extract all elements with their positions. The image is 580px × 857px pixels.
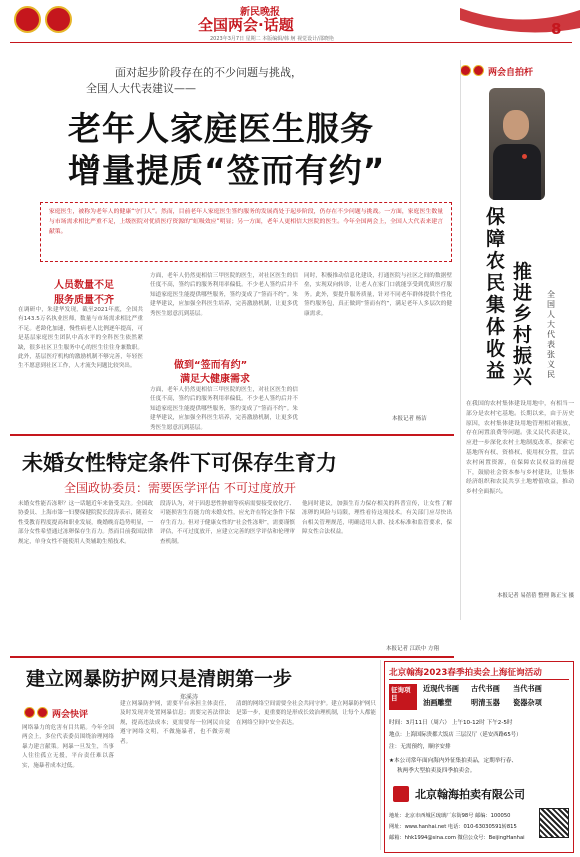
lead-body-col2: 方面，老年人仍然更相信三甲医院的医生，对社区医生的信任度不高，签约后的服务利用率偏低。不少老人签约后并不知道家庭医生能提供哪些服务，签约变成了“签而不约”。朱建华建议，应加强全科医生培养，完善激励机制，让更多优秀医生愿意沉到基层。 (150, 273, 298, 317)
ad-item-5: 明清玉器 (471, 698, 500, 707)
header-rule (10, 42, 572, 43)
masthead (0, 0, 580, 40)
ad-title: 北京翰海2023春季拍卖会上海征询活动 (389, 668, 542, 678)
photo-badge (522, 154, 527, 159)
ad-address: 地址：北京市西城区琉璃厂东街98号 邮编：100050 (389, 813, 511, 819)
header-ribbon (460, 0, 580, 40)
ad-item-1: 近现代书画 (423, 684, 459, 693)
side-label-text: 两会自拍杆 (488, 68, 534, 78)
third-emblem-icon-2 (37, 707, 48, 718)
third-right-divider (380, 660, 381, 850)
side-byline: 本报记者 易蓓蓓 整理 陈正宝 摄 (497, 593, 574, 599)
ad-place: 地点：上海国际贵都大饭店 三层汉厅（延安西路65号） (389, 732, 522, 738)
second-body-col1: 未婚女性能否冻卵？这一话题近年来备受关注。全国政协委员、上海市第一妇婴保健院院长段涛表示，随着女性受教育程度提高和职业发展，晚婚晚育趋势明显，一部分女性希望通过冻卵保存生育力。然而目前我国法律规定，单身女性不能使用人类辅助生殖技术。 (18, 501, 153, 545)
third-body-col1: 网络暴力的危害有目共睹。今年全国两会上，多位代表委员围绕治理网络暴力建言献策。网暴一旦发生，当事人往往孤立无援，平台责任难以落实，施暴者成本过低。 (22, 725, 114, 769)
newspaper-name: 新民晚报 (240, 7, 280, 18)
second-bottom-rule (10, 656, 454, 658)
third-headline: 建立网暴防护网只是清朗第一步 (26, 668, 293, 690)
ad-qr-icon (539, 808, 569, 838)
side-headline-2: 保障农民集体收益 (486, 206, 506, 382)
subhead-2b: 满足大健康需求 (180, 374, 250, 385)
third-emblem-icon (24, 707, 35, 718)
ad-title-rule (389, 679, 569, 680)
lead-summary: 家庭医生，被称为老年人的健康“守门人”。然而，目前老年人家庭医生签约服务的发展尚处于起步阶段，仍存在不少问题与挑战。一方面，家庭医生数量与市场需求相比严重不足，上级医院对优质医疗资源的“虹吸效应”明显；另一方面，老年人更相信大医院的医生。今年全国两会上，全国人大代表来建言献策。 (49, 209, 443, 235)
ad-label-text: 征询项目 (391, 686, 411, 702)
lead-headline-1: 老年人家庭医生服务 (68, 109, 374, 148)
subhead-1b: 服务质量不齐 (54, 295, 114, 306)
page-number: 8 (551, 20, 562, 38)
cppcc-emblem-icon (45, 6, 72, 33)
section-title: 全国两会·话题 (198, 16, 294, 34)
third-label (22, 706, 112, 720)
ad-note: 注：无需预约，顺序安排 (389, 744, 451, 750)
lead-summary-box (40, 202, 452, 262)
side-emblem-icon-2 (473, 65, 484, 76)
lead-pre-headline-2: 全国人大代表建议—— (86, 82, 196, 95)
ad-website: 网址：www.hanhai.net 电话：010-63030591转815 (389, 824, 517, 830)
ad-email: 邮箱：hhk1994@sina.com 微信公众号：BeijingHanhai (389, 835, 525, 841)
second-body-col2: 段涛认为，对于因患恶性肿瘤等疾病需要接受放化疗、可能损害生育能力的未婚女性，应允许在特定条件下保存生育力。但对于健康女性的“社会性冻卵”，需要谨慎评估，不可过度放开，应建立完善的医学评估和伦理审查机制。 (160, 501, 295, 545)
photo-face (503, 110, 529, 140)
third-label-text: 两会快评 (52, 710, 89, 720)
second-body-col3: 他同时建议，加强生育力保存相关的科普宣传，让女性了解冻卵的风险与局限，理性看待这项技术。有关部门应尽快出台相关管理规范，明确适用人群、技术标准和监管要求，保障女性合法权益。 (302, 501, 452, 536)
ad-item-4: 油画雕塑 (423, 698, 452, 707)
ad-logo-icon (393, 786, 409, 802)
side-emblem-icon (460, 65, 471, 76)
side-headline-1: 推进乡村振兴 (513, 261, 533, 388)
second-headline: 未婚女性特定条件下可保存生育力 (22, 451, 337, 475)
ad-item-3: 当代书画 (513, 684, 542, 693)
side-body: 在我国的农村集体建设用地中，有相当一部分是农村宅基地。长期以来，由于历史原因，农村集体建设用地管理相对粗放，存在闲置浪费等问题。张义民代表建议，应进一步深化农村土地制度改革，探索宅基地所有权、资格权、使用权分置，盘活农村闲置资源，在保障农民权益的前提下，鼓励社会资本参与乡村建设，让集体经济组织和农民共享土地增值收益，推动乡村全面振兴。 (466, 401, 574, 496)
photo-body (493, 144, 541, 200)
lead-byline: 本报记者 杨洁 (392, 416, 427, 422)
national-emblem-icon (14, 6, 41, 33)
second-top-rule (10, 434, 454, 436)
subhead-2a: 做到“签而有约” (174, 360, 248, 371)
second-byline: 本报记者 江跃中 方翔 (386, 646, 439, 652)
third-body-col2: 建立网暴防护网，需要平台承担主体责任，及时发现并处置网暴信息；需要完善法律法规，提高违法成本；更需要每一位网民自觉遵守网络文明，不做施暴者，也不做旁观者。 (120, 701, 230, 745)
ad-company: 北京翰海拍卖有限公司 (415, 788, 525, 801)
lead-body-col3: 同时，积极推动信息化建设，打通医院与社区之间的数据壁垒，实现双向转诊，让老人在家门口就能享受到优质医疗服务。此外，要提升服务质量，针对不同老年群体提供个性化签约服务包，真正做到“签而有约”，满足老年人多层次的健康需求。 (304, 273, 452, 317)
ad-label (389, 684, 417, 710)
auction-ad (384, 661, 574, 853)
lead-pre-headline-1: 面对起步阶段存在的不少问题与挑战， (115, 66, 302, 79)
side-divider (460, 60, 461, 620)
ad-extra-2: 秋两季大型拍卖及四季拍卖会。 (397, 768, 476, 774)
delegate-photo (489, 88, 545, 200)
ad-item-6: 瓷器杂项 (513, 698, 542, 707)
issue-meta: 2023年3月7日 星期二 本版编辑/韩 舸 视觉设计/邵晓艳 (210, 36, 334, 42)
third-author: 郑溪涛 (180, 694, 199, 701)
second-subtitle: 全国政协委员：需要医学评估 不可过度放开 (64, 481, 296, 495)
lead-body-col2b: 方面，老年人仍然更相信三甲医院的医生，对社区医生的信任度不高，签约后的服务利用率偏低。不少老人签约后并不知道家庭医生能提供哪些服务，签约变成了“签而不约”。朱建华建议，应加强全科医生培养，完善激励机制，让更多优秀医生愿意沉到基层。 (150, 387, 298, 430)
side-label (458, 64, 573, 78)
ad-item-2: 古代书画 (471, 684, 500, 693)
ad-time: 时间：3月11日（周六） 上午10-12时 下午2-5时 (389, 720, 513, 726)
subhead-1a: 人员数量不足 (54, 280, 114, 291)
third-body-col3: 清朗的网络空间需要全社会共同守护。建立网暴防护网只是第一步，更重要的是形成长效治理机制，让每个人都能在网络空间中安全表达。 (236, 701, 376, 726)
lead-headline-2: 增量提质“签而有约” (68, 151, 386, 190)
lead-body-col1: 在调研中，朱建华发现，截至2021年底，全国共有143.5万名执业医师，数量与市场需求相比严重不足。老龄化加速，慢性病老人比例逐年提高，可是基层家庭医生团队中高水平的全科医生依然紧缺，很多社区卫生服务中心的医生往往身兼数职。此外，基层医疗机构的激励机制不够完善，年轻医生不愿意到社区工作，人才流失问题比较突出。 (18, 307, 143, 370)
side-author: 全国人大代表 张义民 (547, 290, 555, 379)
ad-extra-1: ★本公司常年面向海内外征集拍卖品，定期举行春、 (389, 758, 518, 764)
